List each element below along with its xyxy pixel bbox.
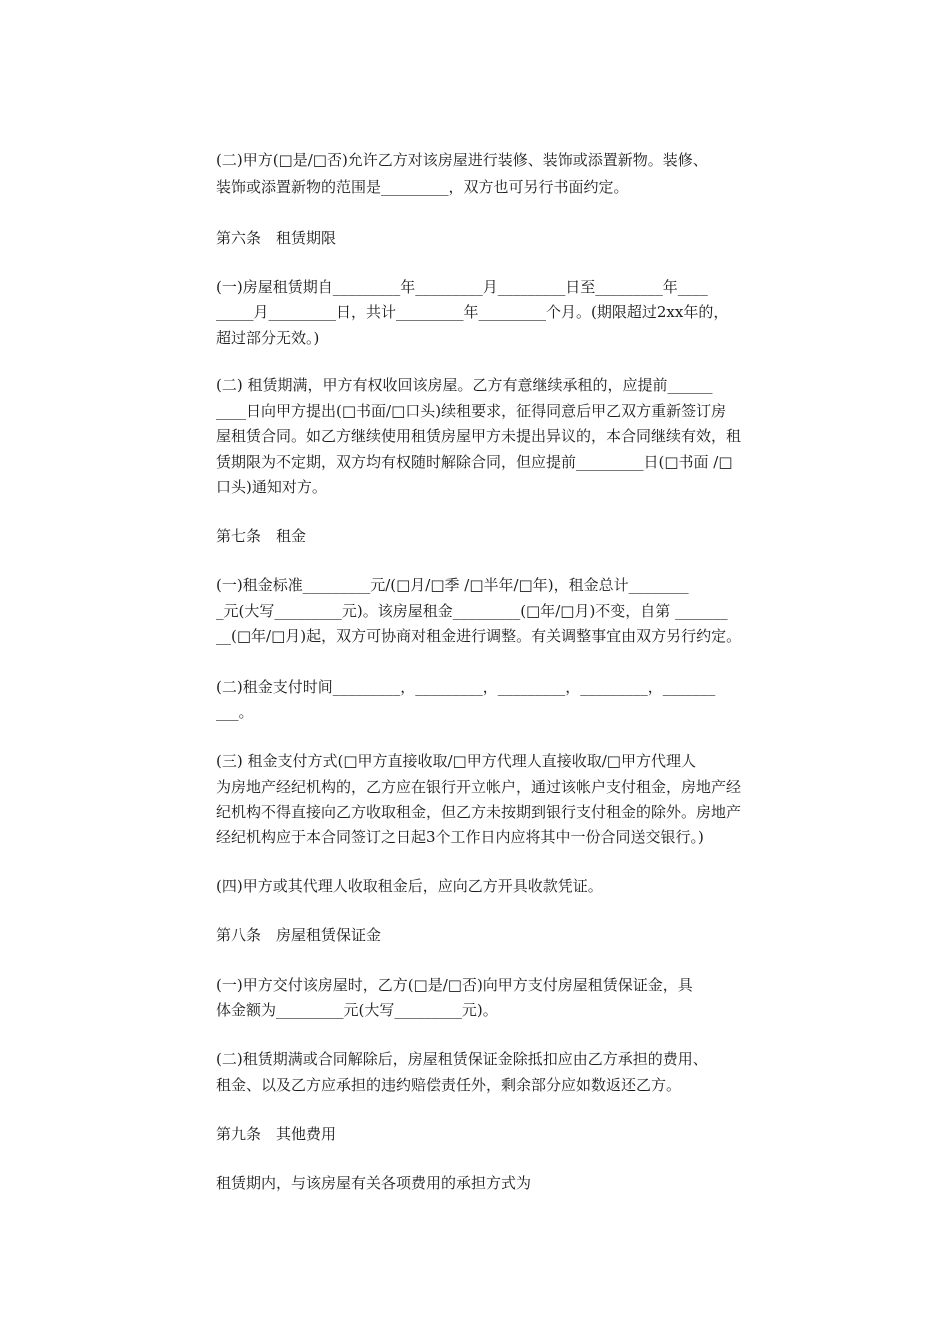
paragraph-line: 口头)通知对方。 [216,478,327,496]
paragraph-line: 超过部分无效。) [216,329,320,347]
paragraph-line: (一)房屋租赁期自_________年_________月_________日至_________年____ [216,278,708,296]
paragraph-line: _元(大写_________元)。该房屋租金_________(□年/□月)不变，自第 _______ [216,602,728,620]
paragraph-line: (二)租金支付时间_________，_________，_________，_________，_______ [216,678,716,696]
paragraph-line: (二)租赁期满或合同解除后，房屋租赁保证金除抵扣应由乙方承担的费用、 [216,1050,708,1068]
paragraph-line: 装饰或添置新物的范围是_________，双方也可另行书面约定。 [216,178,629,196]
paragraph-line: ___。 [216,703,254,721]
article-heading: 第六条 租赁期限 [216,229,337,247]
paragraph-line: 纪机构不得直接向乙方收取租金，但乙方未按期到银行支付租金的除外。房地产 [216,803,742,821]
paragraph-line: (三) 租金支付方式(□甲方直接收取/□甲方代理人直接收取/□甲方代理人 [216,752,696,770]
paragraph-line: __(□年/□月)起，双方可协商对租金进行调整。有关调整事宜由双方另行约定。 [216,627,742,645]
paragraph-line: 租金、以及乙方应承担的违约赔偿责任外，剩余部分应如数返还乙方。 [216,1076,682,1094]
paragraph-line: 屋租赁合同。如乙方继续使用租赁房屋甲方未提出异议的，本合同继续有效，租 [216,427,742,445]
paragraph-line: ____日向甲方提出(□书面/□口头)续租要求，征得同意后甲乙双方重新签订房 [216,402,727,420]
paragraph-line: _____月_________日，共计_________年_________个月。(期限超过2xx年的， [216,303,729,321]
paragraph-line: 租赁期内，与该房屋有关各项费用的承担方式为 [216,1174,532,1192]
paragraph-line: 为房地产经纪机构的，乙方应在银行开立帐户，通过该帐户支付租金，房地产经 [216,778,742,796]
paragraph-line: (二)甲方(□是/□否)允许乙方对该房屋进行装修、装饰或添置新物。装修、 [216,151,708,169]
paragraph-line: (一)甲方交付该房屋时，乙方(□是/□否)向甲方支付房屋租赁保证金，具 [216,976,693,994]
article-heading: 第八条 房屋租赁保证金 [216,926,382,944]
paragraph-line: 赁期限为不定期，双方均有权随时解除合同，但应提前_________日(□书面 /□ [216,453,733,471]
paragraph-line: 体金额为_________元(大写_________元)。 [216,1001,498,1019]
article-heading: 第七条 租金 [216,527,307,545]
paragraph-line: (一)租金标准_________元/(□月/□季 /□半年/□年)，租金总计________ [216,576,689,594]
paragraph-line: 经纪机构应于本合同签订之日起3个工作日内应将其中一份合同送交银行。) [216,828,704,846]
article-heading: 第九条 其他费用 [216,1125,337,1143]
paragraph-line: (四)甲方或其代理人收取租金后，应向乙方开具收款凭证。 [216,877,603,895]
paragraph-line: (二) 租赁期满，甲方有权收回该房屋。乙方有意继续承租的，应提前______ [216,376,713,394]
